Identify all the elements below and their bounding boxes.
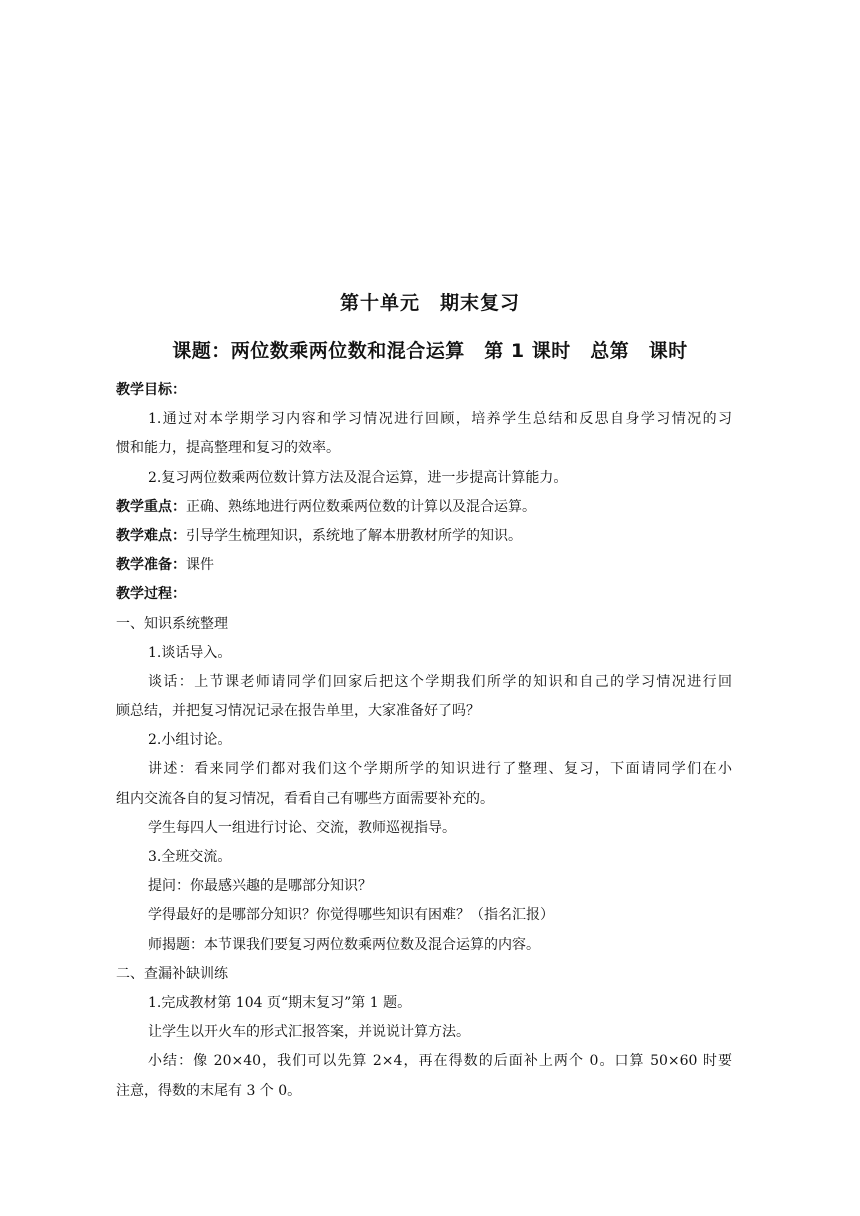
difficulty-text: 引导学生梳理知识，系统地了解本册教材所学的知识。 — [186, 527, 522, 544]
process-label: 教学过程： — [116, 586, 186, 603]
section-1-question-2: 学得最好的是哪部分知识？你觉得哪些知识有困难？（指名汇报） — [148, 907, 554, 924]
section-2-summary-line-2: 注意，得数的末尾有 3 个 0。 — [116, 1082, 302, 1099]
section-1-step-3: 3.全班交流。 — [148, 849, 232, 865]
section-1-talk-line-2: 顾总结，并把复习情况记录在报告单里，大家准备好了吗？ — [116, 703, 480, 720]
objectives-label: 教学目标： — [116, 382, 186, 398]
preparation-label: 教学准备： — [116, 557, 186, 574]
section-1-narrate-line-1: 讲述：看来同学们都对我们这个学期所学的知识进行了整理、复习，下面请同学们在小 — [148, 761, 732, 778]
key-point-text: 正确、熟练地进行两位数乘两位数的计算以及混合运算。 — [186, 498, 536, 515]
section-2-step-1: 1.完成教材第 104 页“期末复习”第 1 题。 — [148, 994, 412, 1011]
lesson-body — [116, 376, 732, 1106]
lesson-title: 课题：两位数乘两位数和混合运算 第 1 课时 总第 课时 — [172, 340, 688, 362]
section-1-talk-line-1: 谈话：上节课老师请同学们回家后把这个学期我们所学的知识和自己的学习情况进行回 — [148, 673, 732, 690]
section-2-summary-line-1: 小结：像 20×40，我们可以先算 2×4，再在得数的后面补上两个 0。口算 50×60 时要 — [148, 1053, 732, 1070]
difficulty-label: 教学难点： — [116, 527, 186, 544]
section-1-question: 提问：你最感兴趣的是哪部分知识？ — [148, 878, 372, 895]
preparation — [116, 551, 732, 580]
difficulty — [116, 522, 732, 551]
section-1-heading: 一、知识系统整理 — [116, 615, 228, 632]
section-1-step-2: 2.小组讨论。 — [148, 732, 232, 749]
objective-1-line-1: 1.通过对本学期学习内容和学习情况进行回顾，培养学生总结和反思自身学习情况的习 — [148, 411, 732, 428]
key-point-label: 教学重点： — [116, 498, 186, 515]
preparation-text: 课件 — [186, 557, 214, 574]
section-1-group: 学生每四人一组进行讨论、交流，教师巡视指导。 — [148, 819, 456, 836]
objective-2: 2.复习两位数乘两位数计算方法及混合运算，进一步提高计算能力。 — [148, 469, 568, 486]
section-1-step-1: 1.谈话导入。 — [148, 644, 232, 661]
unit-title: 第十单元 期末复习 — [339, 292, 520, 314]
section-1-reveal: 师揭题：本节课我们要复习两位数乘两位数及混合运算的内容。 — [148, 936, 540, 953]
section-2-train: 让学生以开火车的形式汇报答案，并说说计算方法。 — [148, 1024, 470, 1041]
key-point — [116, 493, 732, 522]
section-2-heading: 二、查漏补缺训练 — [116, 965, 228, 982]
process-heading — [116, 580, 732, 609]
objectives-heading — [116, 376, 732, 405]
section-1-narrate-line-2: 组内交流各自的复习情况，看看自己有哪些方面需要补充的。 — [116, 790, 494, 807]
objective-1-line-2: 惯和能力，提高整理和复习的效率。 — [116, 440, 340, 457]
